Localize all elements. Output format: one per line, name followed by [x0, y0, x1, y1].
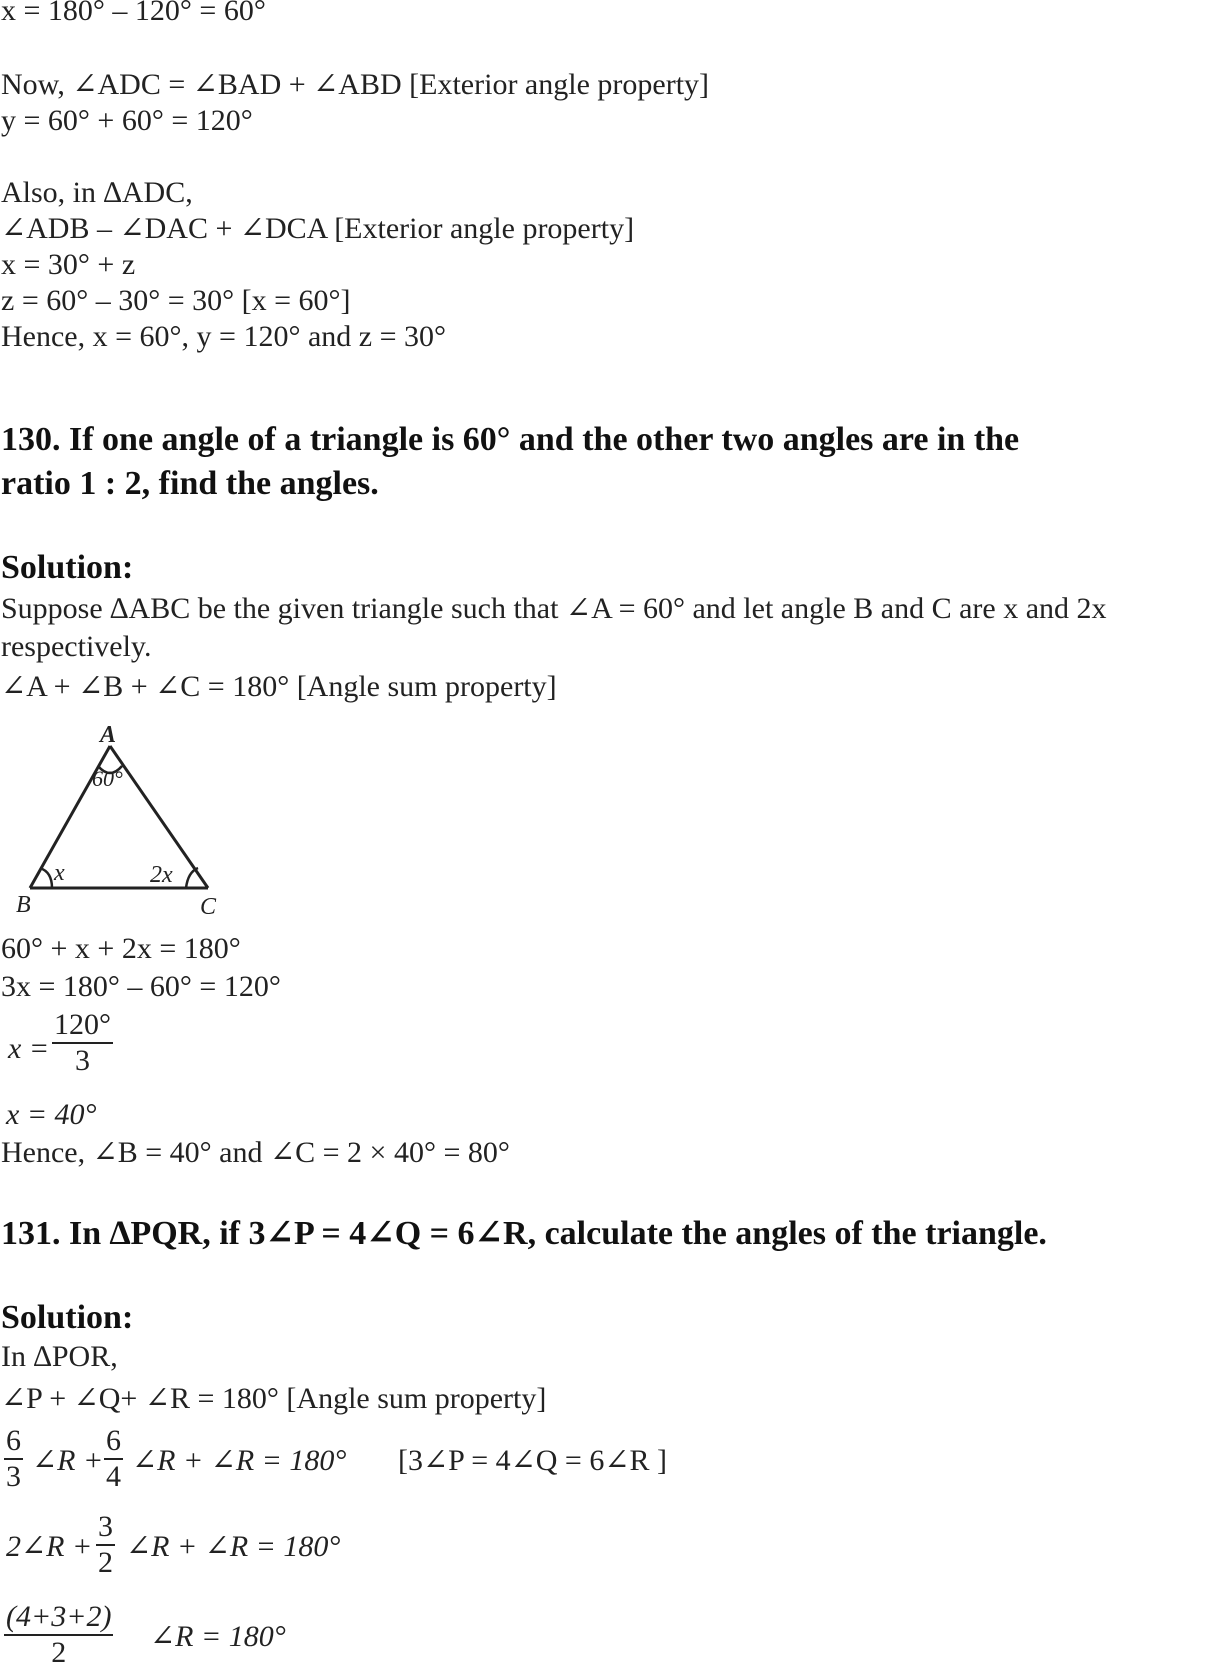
angle-label-b: x — [54, 860, 65, 886]
question-130-line2: ratio 1 : 2, find the angles. — [1, 465, 379, 502]
triangle-figure — [10, 716, 240, 922]
question-131-line1: 131. In ∆PQR, if 3∠P = 4∠Q = 6∠R, calculate the angles of the triangle. — [1, 1215, 1047, 1252]
equation-term: ∠R + — [32, 1444, 104, 1477]
solution-heading: Solution: — [1, 1299, 134, 1336]
angle-label-a: 60° — [92, 766, 123, 791]
angle-arc-b — [40, 868, 52, 888]
equation-term: ∠R = 180° — [150, 1620, 286, 1653]
fraction-denominator: 3 — [75, 1044, 90, 1077]
text-line: Also, in ∆ADC, — [1, 176, 193, 209]
text-line: respectively. — [1, 630, 152, 663]
text-line: x = 30° + z — [1, 248, 136, 281]
text-line: x = 180° – 120° = 60° — [1, 0, 266, 27]
text-line: In ∆POR, — [1, 1340, 118, 1373]
fraction — [4, 1424, 23, 1494]
fraction-denominator: 4 — [106, 1460, 121, 1493]
text-line: ∠ADB – ∠DAC + ∠DCA [Exterior angle property] — [1, 212, 635, 245]
text-line: Hence, x = 60°, y = 120° and z = 30° — [1, 320, 446, 353]
fraction-numerator: 6 — [6, 1424, 21, 1457]
text-line: ∠P + ∠Q+ ∠R = 180° [Angle sum property] — [1, 1382, 547, 1415]
fraction-numerator: (4+3+2) — [6, 1600, 112, 1633]
text-line: 60° + x + 2x = 180° — [1, 932, 241, 965]
solution-heading: Solution: — [1, 549, 134, 586]
fraction — [4, 1600, 113, 1670]
equation-note: [3∠P = 4∠Q = 6∠R ] — [398, 1444, 667, 1477]
equation-term: 2∠R + — [6, 1530, 93, 1563]
fraction — [52, 1008, 113, 1078]
fraction — [104, 1424, 123, 1494]
fraction-numerator: 3 — [98, 1510, 113, 1543]
text-line: y = 60° + 60° = 120° — [1, 104, 253, 137]
fraction — [96, 1510, 115, 1580]
fraction-denominator: 3 — [6, 1460, 21, 1493]
vertex-label-b: B — [16, 892, 31, 918]
text-line: Now, ∠ADC = ∠BAD + ∠ABD [Exterior angle property] — [1, 68, 710, 101]
fraction-numerator: 6 — [106, 1424, 121, 1457]
text-line: Suppose ∆ABC be the given triangle such that ∠A = 60° and let angle B and C are x and 2x — [1, 592, 1107, 625]
text-line: ∠A + ∠B + ∠C = 180° [Angle sum property] — [1, 670, 557, 703]
text-line: 3x = 180° – 60° = 120° — [1, 970, 281, 1003]
equation-term: ∠R + ∠R = 180° — [132, 1444, 347, 1477]
angle-label-c: 2x — [150, 862, 173, 888]
equation-x-label: x = — [8, 1032, 50, 1065]
fraction-denominator: 2 — [51, 1636, 67, 1669]
fraction-denominator: 2 — [98, 1546, 113, 1579]
vertex-label-a: A — [100, 722, 117, 748]
text-line: z = 60° – 30° = 30° [x = 60°] — [1, 284, 351, 317]
fraction-numerator: 120° — [54, 1008, 111, 1041]
text-line: Hence, ∠B = 40° and ∠C = 2 × 40° = 80° — [1, 1136, 510, 1169]
question-130-line1: 130. If one angle of a triangle is 60° and the other two angles are in the — [1, 421, 1020, 458]
vertex-label-c: C — [200, 894, 217, 920]
equation-term: ∠R + ∠R = 180° — [126, 1530, 341, 1563]
text-line: x = 40° — [6, 1098, 97, 1131]
